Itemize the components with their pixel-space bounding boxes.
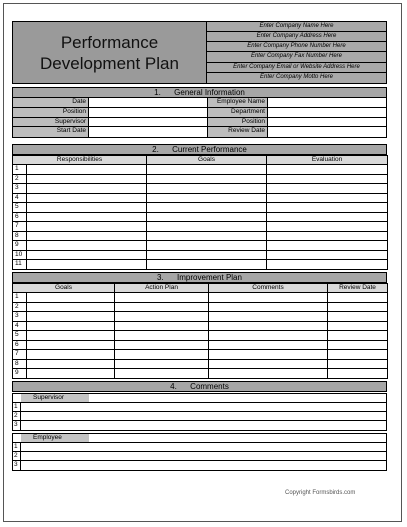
date-field[interactable]	[88, 98, 207, 108]
improvement-plan-row	[13, 302, 388, 312]
table-cell[interactable]	[27, 369, 115, 379]
table-cell[interactable]	[328, 359, 388, 369]
supervisor-comments	[12, 393, 387, 431]
table-cell[interactable]	[209, 312, 328, 322]
table-cell[interactable]	[27, 203, 147, 213]
table-cell[interactable]	[328, 350, 388, 360]
row-number: 8	[13, 231, 27, 241]
employee-comment-line[interactable]	[13, 443, 386, 452]
table-cell[interactable]	[328, 369, 388, 379]
employee-position-label: Position	[207, 118, 267, 128]
form-title-line-1: Performance	[60, 32, 159, 52]
table-cell[interactable]	[27, 231, 147, 241]
line-number: 3	[13, 461, 21, 470]
improvement-goals-header: Goals	[13, 284, 115, 293]
table-cell[interactable]	[147, 212, 267, 222]
table-cell[interactable]	[27, 359, 115, 369]
row-number: 5	[13, 203, 27, 213]
table-cell[interactable]	[267, 260, 388, 270]
company-name-field[interactable]: Enter Company Name Here	[207, 22, 386, 32]
current-performance-row	[13, 165, 388, 175]
supervisor-comment-line[interactable]	[13, 421, 386, 430]
current-performance-row	[13, 222, 388, 232]
table-cell[interactable]	[27, 293, 115, 303]
current-performance-row	[13, 241, 388, 251]
table-cell[interactable]	[27, 241, 147, 251]
improvement-plan-row	[13, 369, 388, 379]
improvement-plan-row	[13, 340, 388, 350]
review-date-field[interactable]	[267, 127, 386, 137]
position-field[interactable]	[88, 108, 207, 118]
improvement-review-date-header: Review Date	[328, 284, 388, 293]
table-cell[interactable]	[115, 359, 209, 369]
employee-comments-label: Employee	[21, 434, 89, 442]
table-cell[interactable]	[27, 312, 115, 322]
table-cell[interactable]	[267, 203, 388, 213]
supervisor-comment-line[interactable]	[13, 412, 386, 421]
improvement-plan-row	[13, 321, 388, 331]
row-number: 1	[13, 293, 27, 303]
table-cell[interactable]	[209, 331, 328, 341]
table-cell[interactable]	[115, 340, 209, 350]
table-cell[interactable]	[267, 193, 388, 203]
row-number: 11	[13, 260, 27, 270]
supervisor-comments-label-row	[13, 394, 386, 403]
supervisor-comment-line[interactable]	[13, 403, 386, 412]
employee-comment-line[interactable]	[13, 461, 386, 470]
improvement-plan-row	[13, 350, 388, 360]
table-cell[interactable]	[147, 222, 267, 232]
table-cell[interactable]	[27, 260, 147, 270]
current-performance-row	[13, 250, 388, 260]
company-address-field[interactable]: Enter Company Address Here	[207, 32, 386, 42]
improvement-plan-row	[13, 293, 388, 303]
section-comments-heading: 4. Comments	[12, 381, 387, 392]
employee-position-field[interactable]	[267, 118, 386, 128]
row-number: 4	[13, 321, 27, 331]
general-info-section	[12, 98, 387, 138]
position-label: Position	[13, 108, 88, 118]
table-cell[interactable]	[27, 165, 147, 175]
line-number: 1	[13, 443, 21, 451]
table-cell[interactable]	[267, 212, 388, 222]
table-cell[interactable]	[209, 302, 328, 312]
row-number: 6	[13, 340, 27, 350]
current-performance-row	[13, 212, 388, 222]
table-cell[interactable]	[328, 340, 388, 350]
table-cell[interactable]	[328, 331, 388, 341]
table-cell[interactable]	[209, 293, 328, 303]
start-date-label: Start Date	[56, 127, 86, 135]
comments-header: Comments	[209, 284, 328, 293]
current-performance-row	[13, 260, 388, 270]
table-cell[interactable]	[267, 165, 388, 175]
current-performance-table	[12, 155, 388, 270]
section-improvement-heading: 3. Improvement Plan	[12, 272, 387, 283]
line-number: 1	[13, 403, 21, 411]
company-info	[207, 22, 386, 83]
current-header-row	[13, 156, 388, 165]
improvement-header-row	[13, 284, 388, 293]
form-header	[12, 21, 387, 84]
line-number: 2	[13, 452, 21, 460]
date-label: Date	[13, 98, 88, 108]
form-title-line-2: Development Plan	[40, 53, 179, 73]
table-cell[interactable]	[328, 302, 388, 312]
line-number: 3	[13, 421, 21, 430]
table-cell[interactable]	[328, 293, 388, 303]
table-cell[interactable]	[267, 231, 388, 241]
table-cell[interactable]	[267, 250, 388, 260]
department-field[interactable]	[267, 108, 386, 118]
employee-comments	[12, 433, 387, 471]
supervisor-comments-label: Supervisor	[21, 394, 89, 402]
table-cell[interactable]	[328, 321, 388, 331]
improvement-plan-row	[13, 312, 388, 322]
row-number: 5	[13, 331, 27, 341]
row-number: 3	[13, 184, 27, 194]
table-cell[interactable]	[27, 193, 147, 203]
action-plan-header: Action Plan	[115, 284, 209, 293]
table-cell[interactable]	[147, 203, 267, 213]
review-date-label: Review Date	[207, 127, 267, 137]
employee-name-field[interactable]	[267, 98, 386, 108]
table-cell[interactable]	[27, 174, 147, 184]
table-cell[interactable]	[147, 165, 267, 175]
current-performance-row	[13, 203, 388, 213]
company-fax-field[interactable]: Enter Company Fax Number Here	[207, 52, 386, 62]
section-current-heading: 2. Current Performance	[12, 144, 387, 155]
table-cell[interactable]	[147, 260, 267, 270]
current-performance-row	[13, 231, 388, 241]
current-performance-row	[13, 174, 388, 184]
row-number: 8	[13, 359, 27, 369]
table-cell[interactable]	[115, 321, 209, 331]
table-cell[interactable]	[27, 250, 147, 260]
row-number: 1	[13, 165, 27, 175]
table-cell[interactable]	[267, 241, 388, 251]
company-email-field[interactable]: Enter Company Email or Website Address Here	[207, 63, 386, 73]
evaluation-header: Evaluation	[267, 156, 388, 165]
table-cell[interactable]	[209, 340, 328, 350]
current-performance-row	[13, 193, 388, 203]
footer-copyright: Copyright Formsbirds.com	[285, 490, 356, 496]
table-cell[interactable]	[147, 231, 267, 241]
current-performance-row	[13, 184, 388, 194]
title-box	[13, 22, 207, 83]
table-cell[interactable]	[147, 250, 267, 260]
row-number: 2	[13, 302, 27, 312]
goals-header: Goals	[147, 156, 267, 165]
table-cell[interactable]	[27, 302, 115, 312]
table-cell[interactable]	[27, 212, 147, 222]
table-cell[interactable]	[267, 222, 388, 232]
table-cell[interactable]	[27, 331, 115, 341]
table-cell[interactable]	[27, 350, 115, 360]
table-cell[interactable]	[115, 302, 209, 312]
supervisor-field[interactable]	[88, 118, 207, 128]
responsibilities-header: Responsibilities	[13, 156, 147, 165]
table-cell[interactable]	[267, 184, 388, 194]
table-cell[interactable]	[328, 312, 388, 322]
row-number: 4	[13, 193, 27, 203]
table-cell[interactable]	[147, 193, 267, 203]
table-cell[interactable]	[115, 312, 209, 322]
table-cell[interactable]	[147, 241, 267, 251]
table-cell[interactable]	[209, 369, 328, 379]
table-cell[interactable]	[209, 359, 328, 369]
table-cell[interactable]	[27, 321, 115, 331]
improvement-plan-table	[12, 283, 388, 379]
company-motto-field[interactable]: Enter Company Motto Here	[207, 73, 386, 83]
employee-comment-line[interactable]	[13, 452, 386, 461]
row-number: 9	[13, 241, 27, 251]
table-cell[interactable]	[267, 174, 388, 184]
row-number: 3	[13, 312, 27, 322]
company-phone-field[interactable]: Enter Company Phone Number Here	[207, 42, 386, 52]
row-number: 2	[13, 174, 27, 184]
improvement-plan-row	[13, 359, 388, 369]
row-number: 7	[13, 350, 27, 360]
table-cell[interactable]	[27, 222, 147, 232]
table-cell[interactable]	[209, 321, 328, 331]
start-date-field[interactable]	[88, 127, 207, 137]
employee-name-label: Employee Name	[207, 98, 267, 108]
row-number: 6	[13, 212, 27, 222]
table-cell[interactable]	[147, 184, 267, 194]
department-label: Department	[207, 108, 267, 118]
table-cell[interactable]	[115, 350, 209, 360]
employee-comments-label-row	[13, 434, 386, 443]
table-cell[interactable]	[209, 350, 328, 360]
line-number: 2	[13, 412, 21, 420]
table-cell[interactable]	[27, 340, 115, 350]
improvement-plan-row	[13, 331, 388, 341]
supervisor-label: Supervisor	[13, 118, 88, 128]
section-general-heading: 1. General Information	[12, 87, 387, 98]
row-number: 9	[13, 369, 27, 379]
table-cell[interactable]	[147, 174, 267, 184]
row-number: 7	[13, 222, 27, 232]
table-cell[interactable]	[115, 331, 209, 341]
table-cell[interactable]	[115, 293, 209, 303]
table-cell[interactable]	[115, 369, 209, 379]
table-cell[interactable]	[27, 184, 147, 194]
row-number: 10	[13, 250, 27, 260]
